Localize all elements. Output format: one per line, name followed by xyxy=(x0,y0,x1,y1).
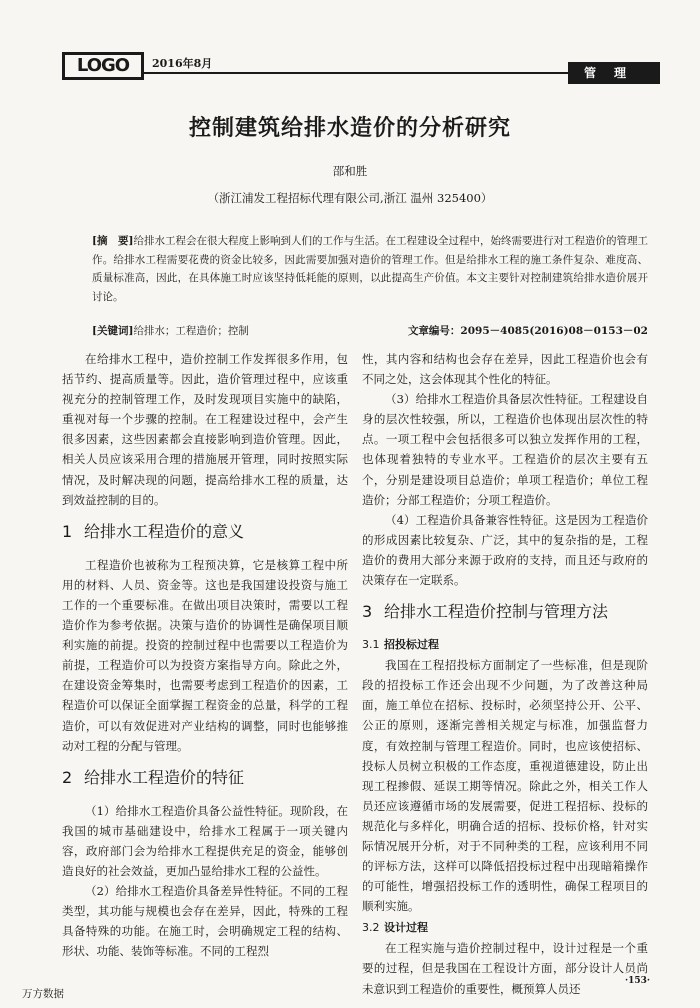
section-1-title: 给排水工程造价的意义 xyxy=(84,521,245,541)
keywords-text: 给排水；工程造价；控制 xyxy=(133,325,249,337)
left-column xyxy=(62,349,348,961)
continued-paragraph: 性，其内容和结构也会存在差异，因此工程造价也会有不同之处，这会体现其个性化的特征。 xyxy=(362,352,648,387)
issue-date: 2016年8月 xyxy=(152,57,213,70)
right-column xyxy=(362,349,648,999)
section-2-paragraph-3: （3）给排水工程造价具备层次性特征。工程建设自身的层次性较强，所以，工程造价也体现出层次性的特点。一项工程中会包括很多可以独立发挥作用的工程，也体现着独特的专业水平。工程造价的层次主要有五个，分别是建设项目总造价；单项工程造价；单位工程造价；分部工程造价；分项工程造价。 xyxy=(362,392,648,507)
abstract-label: [摘 要] xyxy=(92,235,134,247)
header-rule xyxy=(144,72,568,74)
section-3-2-number: 3.2 xyxy=(362,921,380,935)
article-number: 文章编号：2095－4085(2016)08－0153－02 xyxy=(407,325,648,337)
section-2-number: 2 xyxy=(62,767,73,787)
section-badge: 管理 xyxy=(568,62,660,84)
page-number: ·153· xyxy=(624,976,650,986)
section-3-number: 3 xyxy=(362,602,373,622)
abstract xyxy=(92,232,648,306)
section-3-2-title: 设计过程 xyxy=(384,921,428,935)
section-2-paragraph-4: （4）工程造价具备兼容性特征。这是因为工程造价的形成因素比较复杂、广泛，其中的复杂指的是，工程造价的费用大部分来源于政府的支持，而且还与政府的决策存在一定联系。 xyxy=(362,512,648,588)
article-title: 控制建筑给排水造价的分析研究 xyxy=(188,116,511,141)
section-3-1-number: 3.1 xyxy=(362,638,380,652)
section-3-2-paragraph: 在工程实施与造价控制过程中，设计过程是一个重要的过程，但是我国在工程设计方面，部分设计人员尚未意识到工程造价的重要性，概预算人员还 xyxy=(362,941,648,996)
section-1-paragraph: 工程造价也被称为工程预决算，它是核算工程中所用的材料、人员、资金等。这也是我国建设投资与施工工作的一个重要标准。在做出项目决策时，需要以工程造价作为参考依据。决策与造价的协调性是确保项目顺利实施的前提。投资的控制过程中也需要以工程造价为前提，工程造价可以为投资方案指导方向。除此之外，在建设资金筹集时，也需要考虑到工程造价的因素，工程造价可以保证全面掌握工程资金的总量，科学的工程造价，可以有效促进对产业结构的调整，同时也能够推动对工程的分配与管理。 xyxy=(62,557,348,753)
section-3-1-title: 招投标过程 xyxy=(384,638,439,652)
section-2-paragraph-1: （1）给排水工程造价具备公益性特征。现阶段，在我国的城市基础建设中，给排水工程属于一项关键内容，政府部门会为给排水工程提供充足的资金，能够创造良好的社会效益，更加凸显给排水工程的公益性。 xyxy=(62,803,348,878)
intro-paragraph: 在给排水工程中，造价控制工作发挥很多作用，包括节约、提高质量等。因此，造价管理过程中，应该重视充分的控制管理工作，及时发现项目实施中的缺陷，重视对每一个步骤的控制。在工程建设过程中，会产生很多因素，这些因素都会直接影响到造价管理。因此，相关人员应该采用合理的措施展开管理，同时按照实际情况，及时解决现的问题，提高给排水工程的质量，达到效益控制的目的。 xyxy=(62,352,348,507)
section-2-paragraph-2: （2）给排水工程造价具备差异性特征。不同的工程类型，其功能与规模也会存在差异，因此，特殊的工程具备特殊的功能。在施工时，会明确规定工程的结构、形状、功能、装饰等标准。不同的工程烈 xyxy=(62,884,348,959)
section-3-title: 给排水工程造价控制与管理方法 xyxy=(384,602,609,622)
section-3-1-heading xyxy=(362,635,648,655)
author: 邵和胜 xyxy=(332,164,368,178)
page-header xyxy=(62,48,660,86)
affiliation: （浙江浦发工程招标代理有限公司,浙江 温州 325400） xyxy=(207,191,493,205)
section-3-1-paragraph: 我国在工程招投标方面制定了一些标准，但是现阶段的招投标工作还会出现不少问题，为了改善这种局面，施工单位在招标、投标时，必须坚持公开、公平、公正的原则，逐渐完善相关规定与标准，加强监督力度，有效控制与管理工程造价。同时，也应该使招标、投标人员树立积极的工作态度，重视道德建设，防止出现工程掺假、延误工期等情况。除此之外，相关工作人员还应该遵循市场的发展需要，促进工程招标、投标的规范化与多样化，明确合适的招标、投标价格，针对实际情况展开分析，对于不同种类的工程，应该利用不同的评标方法，这样可以降低招投标过程中出现暗箱操作的可能性，增强招投标工作的透明性，确保工程项目的顺利实施。 xyxy=(362,658,648,914)
section-2-heading xyxy=(62,765,348,791)
abstract-text: 给排水工程会在很大程度上影响到人们的工作与生活。在工程建设全过程中，始终需要进行对工程造价的管理工作。给排水工程需要花费的资金比较多，因此需要加强对造价的管理工作。但是给排水工程的施工条件复杂、难度高、质量标准高，因此，在具体施工时应该坚持低耗能的原则，以此提高生产价值。本文主要针对控制建筑给排水造价展开讨论。 xyxy=(92,235,649,303)
journal-logo: LOGO xyxy=(62,52,144,80)
keywords-line xyxy=(92,323,648,338)
section-1-heading xyxy=(62,519,348,545)
section-1-number: 1 xyxy=(62,521,73,541)
footer-watermark: 万方数据 xyxy=(22,988,64,1000)
section-3-2-heading xyxy=(362,918,648,938)
section-3-heading xyxy=(362,599,648,625)
section-2-title: 给排水工程造价的特征 xyxy=(84,767,245,787)
keywords-label: [关键词] xyxy=(92,325,134,337)
